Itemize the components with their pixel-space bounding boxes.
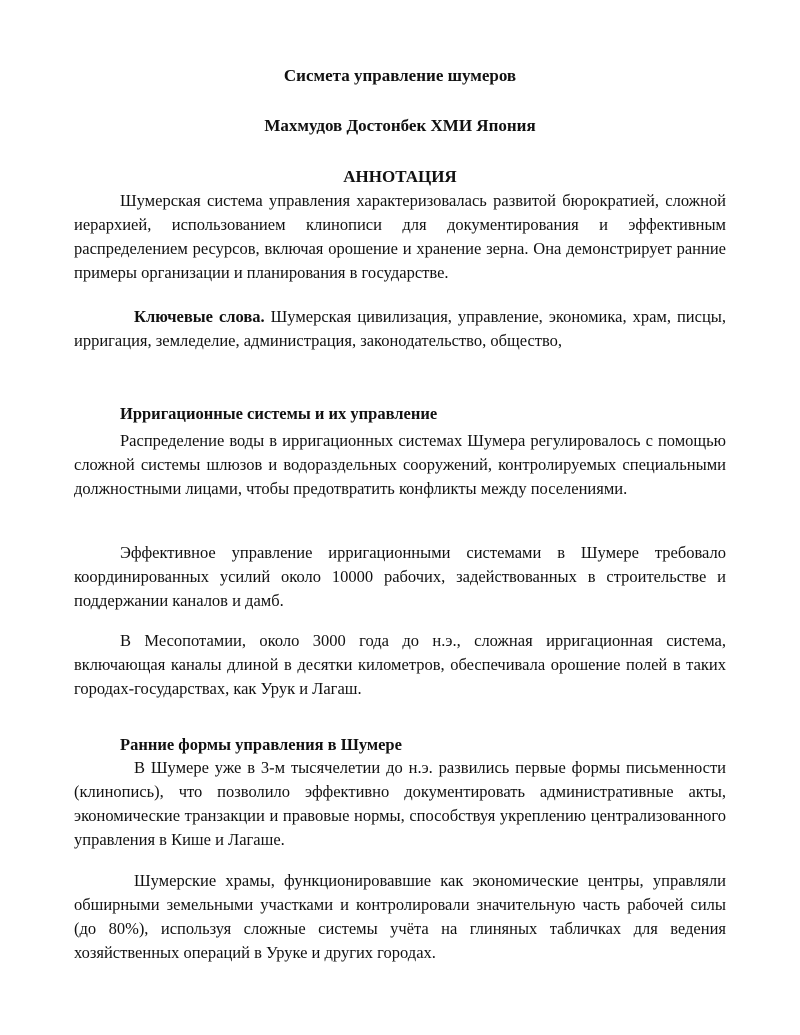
annotation-heading: АННОТАЦИЯ	[343, 167, 457, 186]
governance-paragraph-1: В Шумере уже в 3-м тысячелетии до н.э. развились первые формы письменности (клинопись), что позволило эффективно документировать административные акты, экономические транзакции и правовые нормы, способствуя укреплению централизованного управления в Кише и Лагаше.	[74, 758, 726, 849]
section-heading-irrigation: Ирригационные системы и их управление	[120, 404, 438, 423]
author-line: Махмудов Достонбек ХМИ Япония	[264, 116, 536, 135]
keywords-text: Шумерская цивилизация, управление, экономика, храм, писцы, ирригация, земледелие, администрация, законодательство, общество,	[74, 307, 726, 350]
document-title: Сисмета управление шумеров	[283, 66, 517, 85]
section-heading-governance: Ранние формы управления в Шумере	[120, 735, 402, 754]
irrigation-paragraph-2: Эффективное управление ирригационными системами в Шумере требовало координированных усилий около 10000 рабочих, задействованных в строительстве и поддержании каналов и дамб.	[74, 543, 726, 610]
keywords-paragraph	[74, 305, 726, 353]
governance-paragraph-2: Шумерские храмы, функционировавшие как экономические центры, управляли обширными земельными участками и контролировали значительную часть рабочей силы (до 80%), используя сложные системы учёта на глиняных табличках для ведения хозяйственных операций в Уруке и других городах.	[74, 871, 726, 962]
irrigation-paragraph-3: В Месопотамии, около 3000 года до н.э., сложная ирригационная система, включающая каналы длиной в десятки километров, обеспечивала орошение полей в таких городах-государствах, как Урук и Лагаш.	[74, 631, 726, 698]
irrigation-paragraph-1: Распределение воды в ирригационных системах Шумера регулировалось с помощью сложной системы шлюзов и водораздельных сооружений, контролируемых специальными должностными лицами, чтобы предотвратить конфликты между поселениями.	[74, 431, 726, 498]
keywords-label: Ключевые слова.	[134, 307, 265, 326]
annotation-paragraph: Шумерская система управления характеризовалась развитой бюрократией, сложной иерархией, использованием клинописи для документирования и эффективным распределением ресурсов, включая орошение и хранение зерна. Она демонстрирует ранние примеры организации и планирования в государстве.	[74, 191, 726, 282]
